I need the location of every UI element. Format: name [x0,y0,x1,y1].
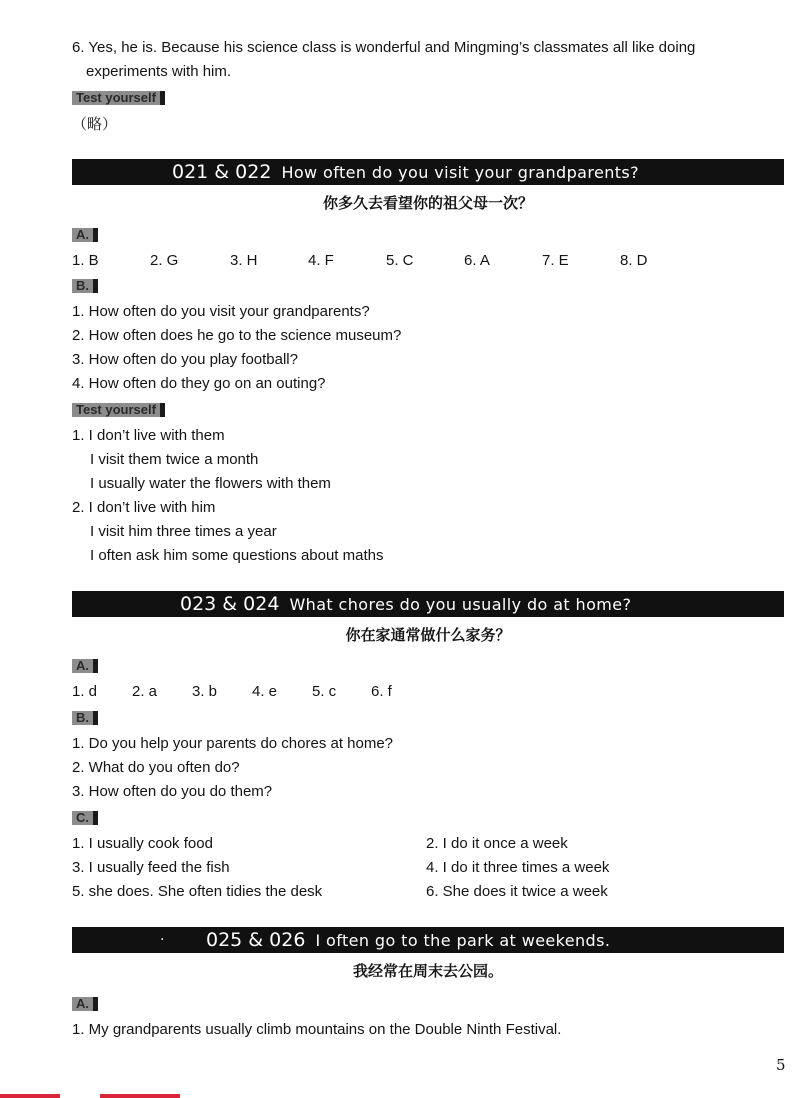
answer-line: 4. I do it three times a week [426,859,610,876]
answer-line: I often ask him some questions about maths [90,547,384,564]
part-b-tag: B. [72,711,98,725]
answer-line: 3. I usually feed the fish [72,859,230,876]
answer-list-item: 2. a [132,683,158,700]
answer-list-item: 4. F [308,252,334,269]
answer-line: 1. I usually cook food [72,835,213,852]
section-title-chinese: 我经常在周末去公园。 [352,962,503,980]
part-a-tag: A. [72,228,98,242]
test-yourself-tag: Test yourself [72,91,165,105]
answer-list-item: 4. e [252,683,278,700]
answer-line: 2. I do it once a week [426,835,568,852]
answer-line: 1. My grandparents usually climb mountains on the Double Ninth Festival. [72,1021,562,1038]
answer-line: 1. I don’t live with them [72,427,225,444]
section-number: 021 & 022 [172,161,272,183]
test-yourself-tag: Test yourself [72,403,165,417]
answer-line: 2. How often does he go to the science museum? [72,327,402,344]
section-number: 023 & 024 [180,593,280,615]
part-a-tag: A. [72,997,98,1011]
answer-line: 5. she does. She often tidies the desk [72,883,323,900]
answer-line: 3. How often do you do them? [72,783,273,800]
page-edge-mark [0,1094,60,1098]
answer-list-item: 1. d [72,683,98,700]
omitted-note: （略） [72,115,118,133]
answer-list-item: 6. f [371,683,392,700]
answer-line: 3. How often do you play football? [72,351,298,368]
answer-line: 2. What do you often do? [72,759,240,776]
answer-list-item: 3. b [192,683,218,700]
page-number: 5 [776,1056,786,1074]
answer-6-line-1: 6. Yes, he is. Because his science class is wonderful and Mingming’s classmates all like doing [72,39,696,56]
answer-line: I visit him three times a year [90,523,277,540]
answer-list-item: 5. C [386,252,414,269]
section-title: I often go to the park at weekends. [315,931,611,950]
answer-list-item: 5. c [312,683,337,700]
section-number: 025 & 026 [206,929,306,951]
page-edge-mark [100,1094,180,1098]
answer-list-item: 6. A [464,252,490,269]
answer-line: 1. How often do you visit your grandparents? [72,303,370,320]
answer-list-item: 2. G [150,252,179,269]
part-b-tag: B. [72,279,98,293]
answer-list-item: 8. D [620,252,648,269]
answer-list-item: 7. E [542,252,569,269]
answer-list-item: 3. H [230,252,258,269]
part-c-tag: C. [72,811,98,825]
section-title: What chores do you usually do at home? [289,595,632,614]
section-title: How often do you visit your grandparents? [281,163,640,182]
answer-line: 2. I don’t live with him [72,499,216,516]
section-title-chinese: 你多久去看望你的祖父母一次？ [322,194,533,212]
section-header-023-024 [72,591,784,617]
answer-6-line-2: experiments with him. [86,63,232,80]
section-header-025-026 [72,927,784,953]
bullet-dot: · [160,932,165,948]
answer-line: I visit them twice a month [90,451,259,468]
answer-line: 4. How often do they go on an outing? [72,375,326,392]
section-header-021-022 [72,159,784,185]
answer-list-item: 1. B [72,252,99,269]
section-title-chinese: 你在家通常做什么家务？ [345,626,511,644]
answer-line: 6. She does it twice a week [426,883,608,900]
part-a-tag: A. [72,659,98,673]
answer-line: I usually water the flowers with them [90,475,331,492]
answer-line: 1. Do you help your parents do chores at home? [72,735,394,752]
